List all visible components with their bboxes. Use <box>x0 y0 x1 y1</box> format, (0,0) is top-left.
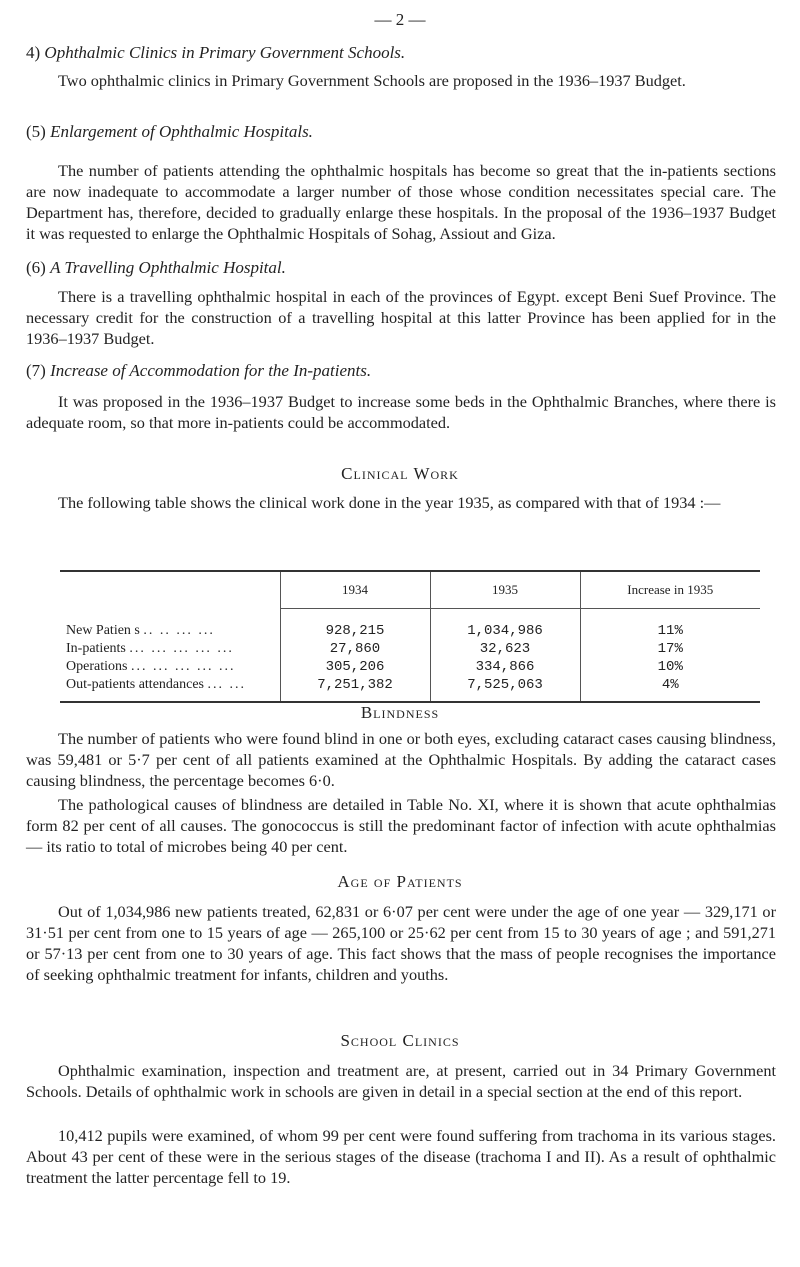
section-body-6: There is a travelling ophthalmic hospital in each of the provinces of Egypt. except Beni Suef Province. The necessary credit for the construction of a travelling hospital at this latter Province has been applied for in the 1936–1937 Budget. <box>26 287 776 348</box>
cell-1935: 7,525,063 <box>430 676 580 701</box>
table-row <box>60 676 760 701</box>
cell-1934: 7,251,382 <box>280 676 430 701</box>
cell-1935: 32,623 <box>430 640 580 658</box>
row-label: In-patients <box>66 641 126 656</box>
clinical-work-heading: Clinical Work <box>341 464 459 483</box>
clinical-intro: The following table shows the clinical work done in the year 1935, as compared with that of 1934 :— <box>58 493 721 512</box>
row-label: Out-patients attendances <box>66 677 205 692</box>
section-number: 4) <box>26 43 41 62</box>
cell-1934: 305,206 <box>280 658 430 676</box>
column-header-1935: 1935 <box>430 572 580 609</box>
section-title: Ophthalmic Clinics in Primary Government Schools. <box>44 43 406 62</box>
table-row <box>60 658 760 676</box>
school-paragraph-1: Ophthalmic examination, inspection and treatment are, at present, carried out in 34 Primary Government Schools. Details of ophthalmic work in schools are given in detail in a special section at the end of this report. <box>26 1061 776 1101</box>
clinical-work-table <box>60 570 760 703</box>
section-title: A Travelling Ophthalmic Hospital. <box>50 258 286 277</box>
table-row <box>60 640 760 658</box>
blindness-paragraph-1: The number of patients who were found blind in one or both eyes, excluding cataract cases causing blindness, was 59,481 or 5·7 per cent of all patients examined at the Ophthalmic Hospitals. By adding the cataract cases causing blindness, the percentage becomes 6·0. <box>26 729 776 790</box>
section-title: Increase of Accommodation for the In-patients. <box>50 361 372 380</box>
section-heading-5 <box>26 122 313 142</box>
section-body-4: Two ophthalmic clinics in Primary Government Schools are proposed in the 1936–1937 Budget. <box>58 71 686 90</box>
section-number: (6) <box>26 258 46 277</box>
leader-dots: ... ... <box>207 677 247 692</box>
column-header-1934: 1934 <box>280 572 430 609</box>
leader-dots: ... ... ... ... ... <box>129 641 234 656</box>
leader-dots: ... ... ... ... ... <box>130 659 236 674</box>
table-row <box>60 609 760 641</box>
row-label: New Patien s <box>66 622 140 638</box>
cell-increase: 11% <box>580 609 760 641</box>
section-heading-4 <box>26 43 405 63</box>
section-body-5: The number of patients attending the ophthalmic hospitals has become so great that the in-patients sections are now inadequate to accommodate a larger number of those whose condition necessitates special care. The Department has, therefore, decided to gradually enlarge these hospitals. In the proposal of the 1936–1937 Budget it was requested to enlarge the Ophthalmic Hospitals of Sohag, Assiout and Giza. <box>26 161 776 243</box>
section-number: (7) <box>26 361 46 380</box>
cell-increase: 17% <box>580 640 760 658</box>
cell-increase: 4% <box>580 676 760 701</box>
cell-increase: 10% <box>580 658 760 676</box>
section-heading-7 <box>26 361 371 381</box>
school-clinics-heading: School Clinics <box>340 1031 460 1050</box>
column-header-increase: Increase in 1935 <box>580 572 760 609</box>
section-heading-6 <box>26 258 286 278</box>
age-paragraph: Out of 1,034,986 new patients treated, 62,831 or 6·07 per cent were under the age of one year — 329,171 or 31·51 per cent from one to 15 years of age — 265,100 or 25·62 per cent from 15 to 30 years of age ; and 591,271 or 57·13 per cent from one to 30 years of age. This fact shows that the mass of people recognises the importance of seeking ophthalmic treatment for infants, children and youths. <box>26 902 776 984</box>
cell-1935: 334,866 <box>430 658 580 676</box>
section-title: Enlargement of Ophthalmic Hospitals. <box>50 122 313 141</box>
section-number: (5) <box>26 122 46 141</box>
cell-1935: 1,034,986 <box>430 609 580 641</box>
school-paragraph-2: 10,412 pupils were examined, of whom 99 per cent were found suffering from trachoma in its various stages. About 43 per cent of these were in the serious stages of the disease (trachoma I and II). As a result of ophthalmic treatment the latter percentage fell to 19. <box>26 1126 776 1187</box>
cell-1934: 27,860 <box>280 640 430 658</box>
cell-1934: 928,215 <box>280 609 430 641</box>
age-heading: Age of Patients <box>337 872 463 891</box>
page-number: — 2 — <box>374 10 426 29</box>
leader-dots: .. .. ... ... <box>143 622 215 638</box>
row-label: Operations <box>66 659 128 674</box>
blindness-heading: Blindness <box>360 703 440 722</box>
table-header-row <box>60 572 760 609</box>
section-body-7: It was proposed in the 1936–1937 Budget to increase some beds in the Ophthalmic Branches, where there is adequate room, so that more in-patients could be accommodated. <box>26 392 776 432</box>
blindness-paragraph-2: The pathological causes of blindness are detailed in Table No. XI, where it is shown that acute ophthalmias form 82 per cent of all causes. The gonococcus is still the predominant factor of infection with acute ophthalmias — its ratio to total of microbes being 40 per cent. <box>26 795 776 856</box>
